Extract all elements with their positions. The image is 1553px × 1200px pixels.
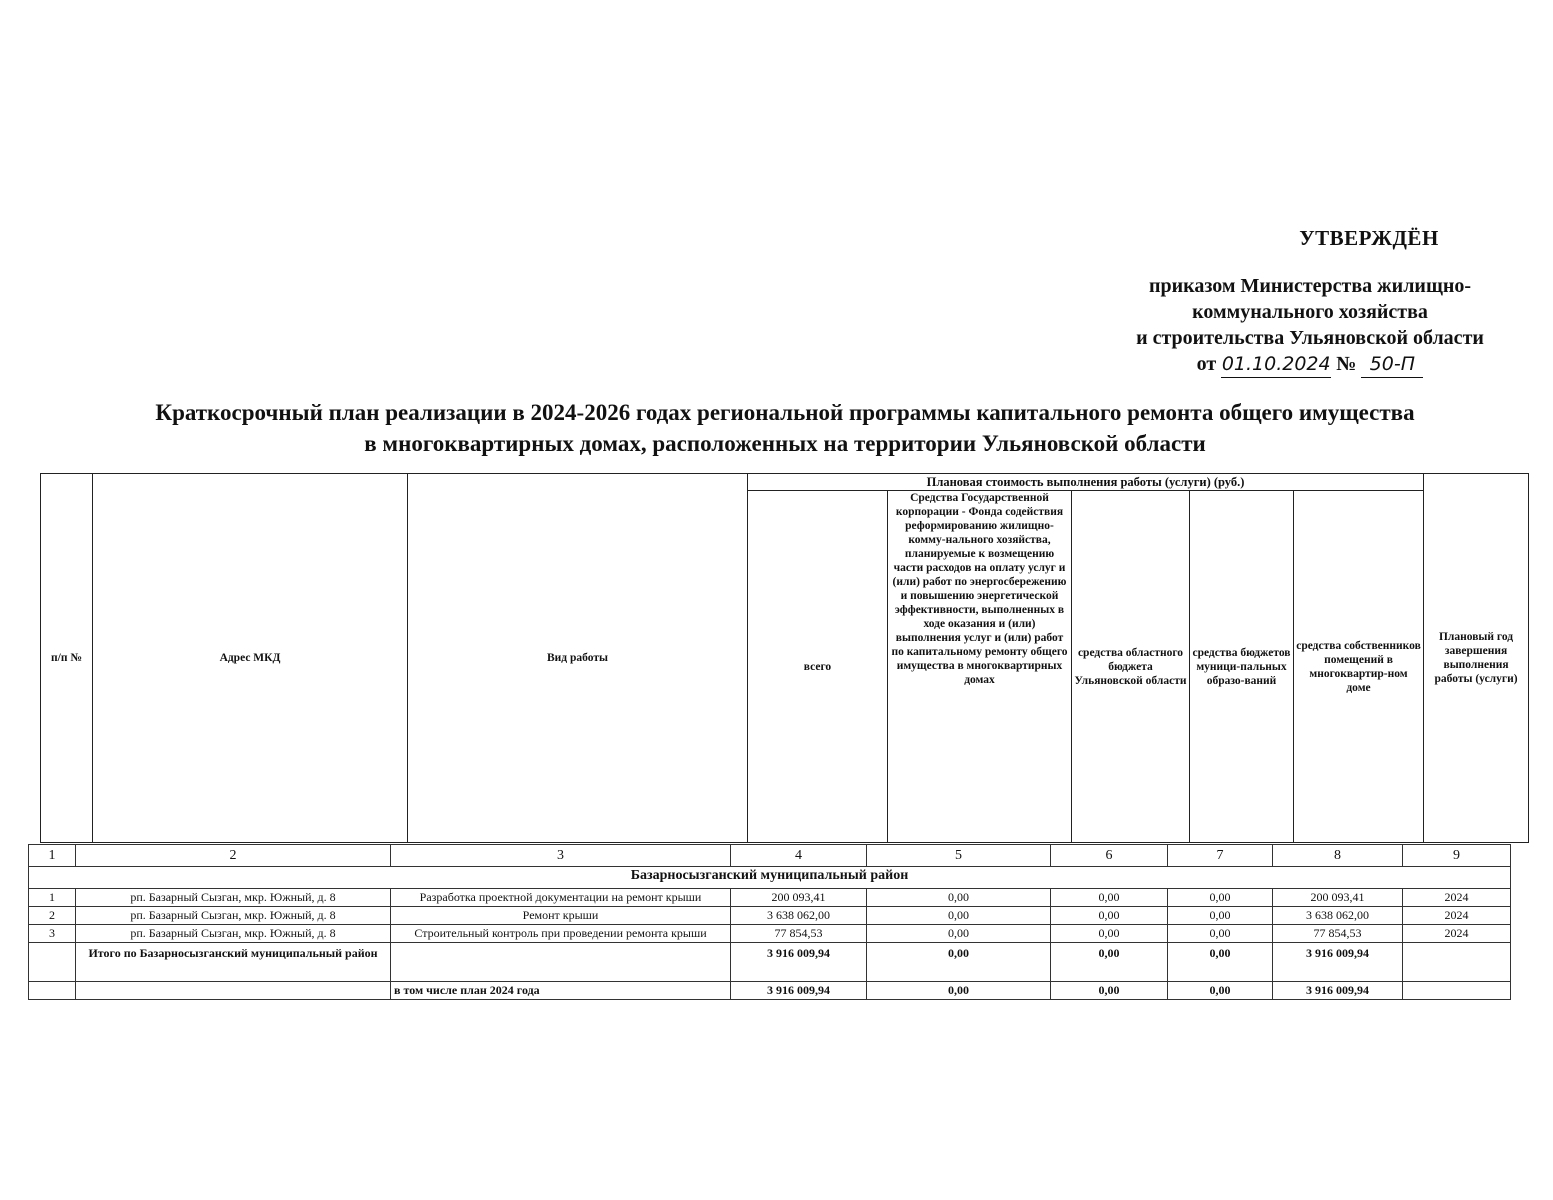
row-work: Ремонт крыши: [391, 907, 731, 925]
approval-block: [1080, 225, 1540, 378]
row-address: рп. Базарный Сызган, мкр. Южный, д. 8: [76, 907, 391, 925]
column-number: 6: [1051, 845, 1168, 867]
total-empty: [29, 943, 76, 982]
table-row: [29, 889, 1511, 907]
column-number: 5: [867, 845, 1051, 867]
row-number: 1: [29, 889, 76, 907]
row-regional: 0,00: [1051, 925, 1168, 943]
approval-date-line: [1080, 351, 1540, 378]
column-number: 1: [29, 845, 76, 867]
handwritten-date: 01.10.2024: [1221, 351, 1331, 378]
column-number: 9: [1403, 845, 1511, 867]
row-municipal: 0,00: [1168, 907, 1273, 925]
header-total: всего: [748, 491, 888, 843]
row-total: 3 638 062,00: [731, 907, 867, 925]
row-number: 2: [29, 907, 76, 925]
row-work: Строительный контроль при проведении ремонта крыши: [391, 925, 731, 943]
section-title: Базарносызганский муниципальный район: [29, 867, 1511, 889]
plan-year-empty: [1403, 982, 1511, 1000]
header-fund: Средства Государственной корпорации - Фонда содействия реформированию жилищно-комму-нального хозяйства, планируемые к возмещению части расходов на оплату услуг и (или) работ по энергосбережению и повышению энергетической эффективности, выполненных в ходе оказания и (или) выполнения услуг и (или) работ по капитальному ремонту общего имущества в многоквартирных домах: [888, 491, 1072, 843]
plan-empty: [29, 982, 76, 1000]
header-regional: средства областного бюджета Ульяновской области: [1072, 491, 1190, 843]
table-header: [40, 473, 1529, 843]
column-number: 3: [391, 845, 731, 867]
document-title: [40, 397, 1530, 459]
number-label: №: [1336, 353, 1357, 375]
total-year-empty: [1403, 943, 1511, 982]
plan-owners: 3 916 009,94: [1273, 982, 1403, 1000]
column-number: 4: [731, 845, 867, 867]
row-address: рп. Базарный Сызган, мкр. Южный, д. 8: [76, 925, 391, 943]
section-row: [29, 867, 1511, 889]
row-work: Разработка проектной документации на ремонт крыши: [391, 889, 731, 907]
approval-line-1: приказом Министерства жилищно-: [1148, 275, 1472, 297]
row-municipal: 0,00: [1168, 889, 1273, 907]
header-num: п/п №: [41, 474, 93, 843]
row-address: рп. Базарный Сызган, мкр. Южный, д. 8: [76, 889, 391, 907]
approval-line-2: коммунального хозяйства: [1192, 301, 1428, 323]
approval-line-3: и строительства Ульяновской области: [1136, 327, 1484, 349]
row-year: 2024: [1403, 925, 1511, 943]
row-fund: 0,00: [867, 907, 1051, 925]
header-municipal: средства бюджетов муници-пальных образо-ваний: [1190, 491, 1294, 843]
plan-municipal: 0,00: [1168, 982, 1273, 1000]
title-line-1: Краткосрочный план реализации в 2024-2026 годах региональной программы капитального ремонта общего имущества: [155, 400, 1415, 425]
total-owners: 3 916 009,94: [1273, 943, 1403, 982]
row-fund: 0,00: [867, 925, 1051, 943]
table-row: [29, 907, 1511, 925]
total-row: [29, 943, 1511, 982]
from-label: от: [1196, 353, 1217, 375]
total-regional: 0,00: [1051, 943, 1168, 982]
total-label: Итого по Базарносызганский муниципальный район: [76, 943, 391, 982]
plan-total: 3 916 009,94: [731, 982, 867, 1000]
total-fund: 0,00: [867, 943, 1051, 982]
row-year: 2024: [1403, 889, 1511, 907]
table-body: [28, 844, 1511, 1000]
approved-stamp: УТВЕРЖДЁН: [1299, 226, 1439, 250]
header-planned-cost: Плановая стоимость выполнения работы (услуги) (руб.): [748, 474, 1424, 491]
total-municipal: 0,00: [1168, 943, 1273, 982]
plan-address-empty: [76, 982, 391, 1000]
plan-2024-row: [29, 982, 1511, 1000]
title-line-2: в многоквартирных домах, расположенных на территории Ульяновской области: [364, 431, 1206, 456]
plan-regional: 0,00: [1051, 982, 1168, 1000]
row-municipal: 0,00: [1168, 925, 1273, 943]
row-fund: 0,00: [867, 889, 1051, 907]
handwritten-number: 50-П: [1361, 351, 1423, 378]
row-regional: 0,00: [1051, 889, 1168, 907]
row-total: 77 854,53: [731, 925, 867, 943]
row-year: 2024: [1403, 907, 1511, 925]
column-number: 2: [76, 845, 391, 867]
plan-fund: 0,00: [867, 982, 1051, 1000]
header-year: Плановый год завершения выполнения работы (услуги): [1424, 474, 1529, 843]
row-owners: 77 854,53: [1273, 925, 1403, 943]
total-work-empty: [391, 943, 731, 982]
plan-label: в том числе план 2024 года: [391, 982, 731, 1000]
column-number: 7: [1168, 845, 1273, 867]
column-number: 8: [1273, 845, 1403, 867]
header-owners: средства собственников помещений в многоквартир-ном доме: [1294, 491, 1424, 843]
row-regional: 0,00: [1051, 907, 1168, 925]
header-work: Вид работы: [408, 474, 748, 843]
row-number: 3: [29, 925, 76, 943]
total-total: 3 916 009,94: [731, 943, 867, 982]
column-numbers-row: [29, 845, 1511, 867]
table-row: [29, 925, 1511, 943]
row-owners: 200 093,41: [1273, 889, 1403, 907]
row-owners: 3 638 062,00: [1273, 907, 1403, 925]
header-address: Адрес МКД: [93, 474, 408, 843]
row-total: 200 093,41: [731, 889, 867, 907]
